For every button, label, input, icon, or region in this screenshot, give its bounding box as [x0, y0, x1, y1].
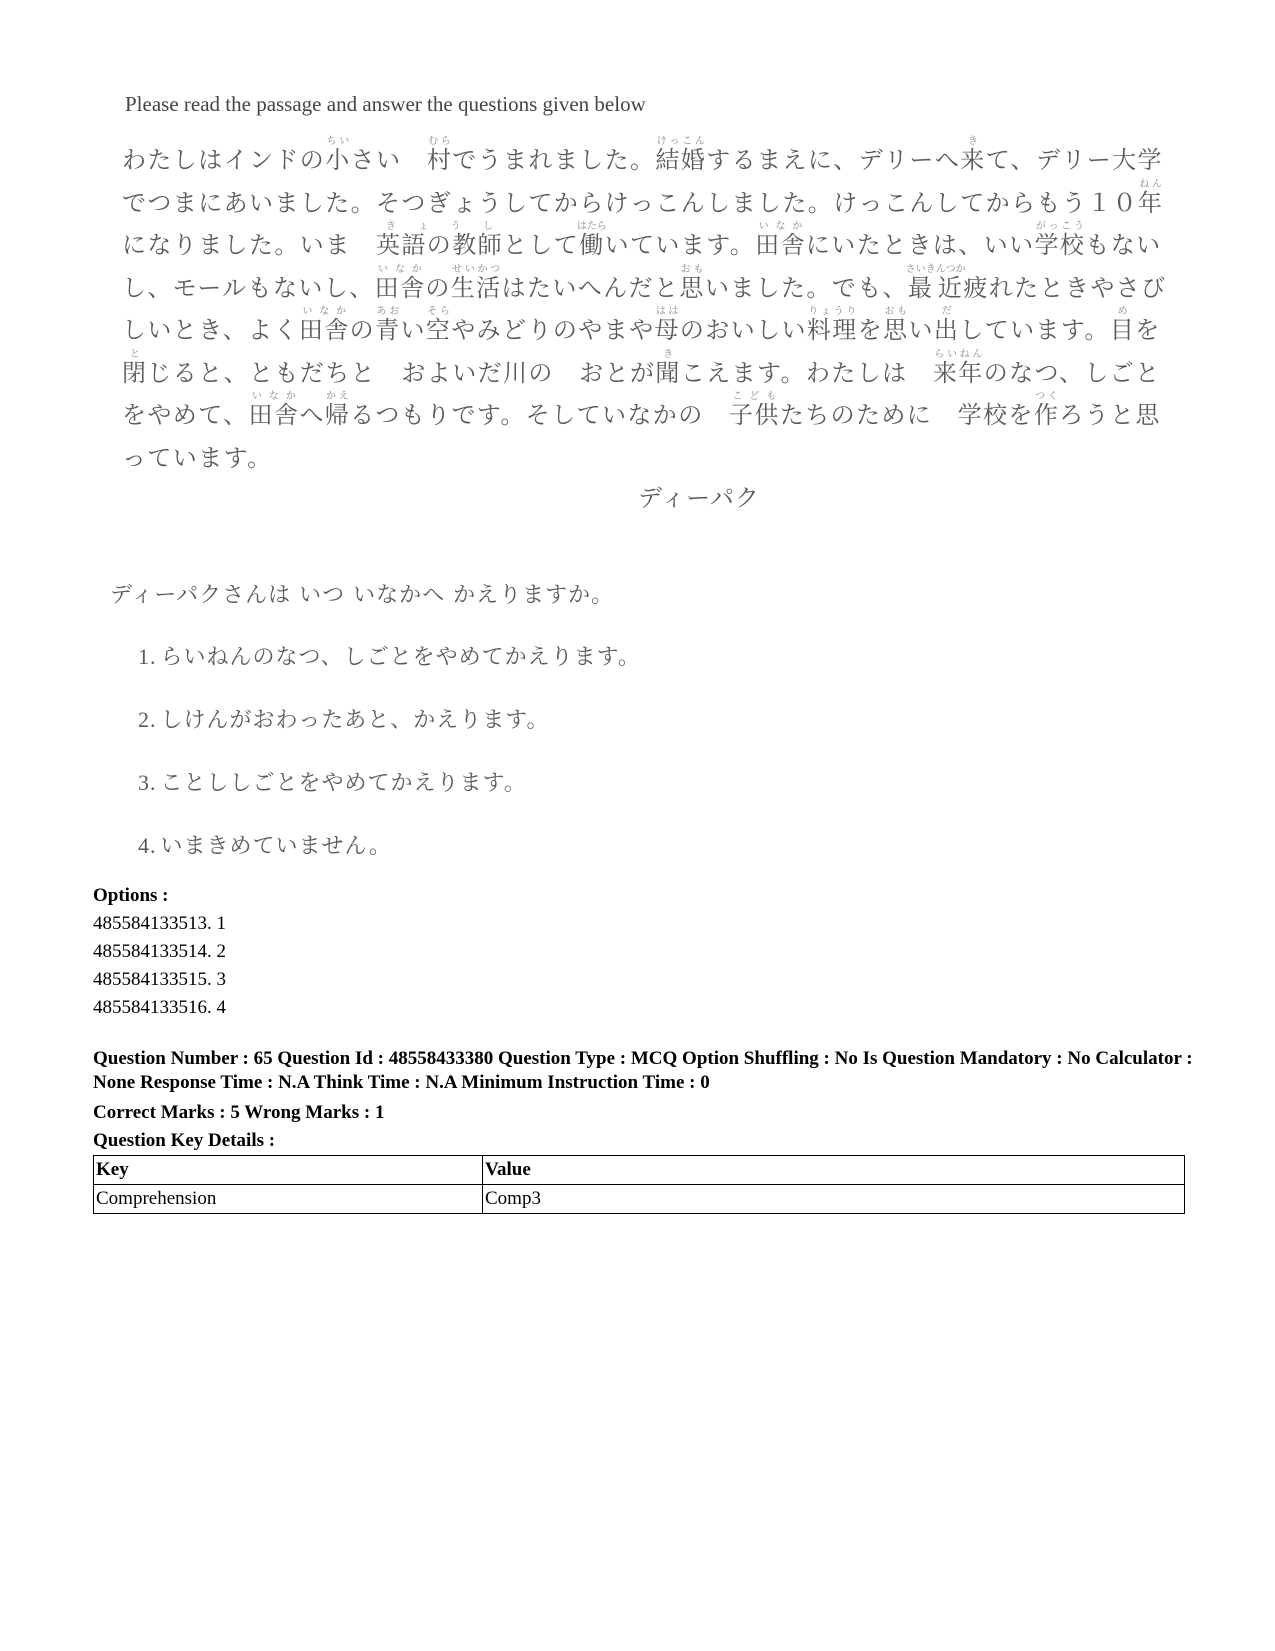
- option-item: 485584133516. 4: [93, 997, 226, 1018]
- furigana: き: [655, 348, 681, 360]
- passage-segment: もないし、モールもないし、: [122, 231, 1162, 302]
- ruby-word: 空そら: [425, 306, 452, 344]
- table-row: [94, 1185, 1185, 1214]
- ruby-word: 田舎いなか: [298, 306, 350, 344]
- ruby-word: 田舎いなか: [374, 263, 426, 302]
- table-cell-value: Comp3: [483, 1185, 1185, 1214]
- choice-item: 2. しけんがおわったあと、かえります。: [138, 707, 550, 733]
- table-header-value: Value: [483, 1156, 1185, 1185]
- passage-segment: たちのために 学校を: [779, 401, 1034, 429]
- option-item: 485584133513. 1: [93, 913, 226, 934]
- furigana: こども: [729, 391, 780, 402]
- option-item: 485584133514. 2: [93, 941, 226, 962]
- furigana: ねん: [1138, 178, 1164, 190]
- ruby-word: 生活せいかつ: [450, 263, 502, 302]
- passage-segment: い: [400, 316, 426, 344]
- furigana: そら: [425, 306, 452, 317]
- ruby-word: 英語の教師きょうし: [376, 221, 503, 259]
- furigana: あお: [375, 306, 401, 317]
- choice-item: 1. らいねんのなつ、しごとをやめてかえります。: [138, 644, 641, 670]
- passage-segment: の: [349, 316, 376, 344]
- passage-segment: わたしはインドの: [122, 146, 326, 174]
- passage-segment: て、デリー大学でつまにあいました。そつぎょうしてからけっこんしました。けっこんしてからもう１０: [122, 146, 1163, 217]
- furigana: さいきんつか: [905, 263, 966, 275]
- ruby-word: 作つく: [1033, 391, 1060, 429]
- furigana: きょうし: [376, 221, 503, 232]
- key-details-title: Question Key Details :: [93, 1130, 276, 1151]
- passage-segment: として: [503, 231, 580, 259]
- passage-segment: にいたときは、いい: [805, 231, 1035, 259]
- furigana: いなか: [248, 391, 300, 402]
- choice-item: 3. ことししごとをやめてかえります。: [138, 770, 527, 796]
- ruby-word: 子供こども: [729, 391, 780, 429]
- passage-segment: になりました。いま: [122, 231, 376, 259]
- ruby-word: 最近さいきんつか: [905, 263, 966, 302]
- furigana: けっこん: [655, 136, 707, 147]
- furigana: がっこう: [1034, 221, 1086, 232]
- options-list: [93, 910, 1193, 1022]
- furigana: つく: [1033, 391, 1060, 402]
- question-document: [93, 882, 1193, 1214]
- furigana: いなか: [755, 221, 806, 232]
- ruby-word: 来年らいねん: [932, 348, 984, 387]
- passage-segment: の: [425, 273, 451, 302]
- ruby-word: 学校がっこう: [1034, 221, 1086, 259]
- ruby-word: 結婚けっこん: [655, 136, 707, 174]
- passage-segment: のなつ、しごとをやめて、: [122, 358, 1161, 429]
- passage-segment: するまえに、デリーへ: [706, 146, 961, 174]
- furigana: だ: [933, 306, 960, 317]
- furigana: と: [122, 348, 148, 360]
- ruby-word: 思おも: [679, 263, 705, 302]
- passage-segment: さい: [350, 146, 427, 174]
- ruby-word: 帰かえ: [324, 391, 351, 429]
- furigana: はたら: [576, 221, 607, 232]
- ruby-word: 来き: [960, 136, 986, 174]
- ruby-word: 田舎いなか: [248, 391, 300, 429]
- ruby-word: 聞き: [655, 348, 681, 387]
- table-header-row: [94, 1156, 1185, 1185]
- passage-instruction: Please read the passage and answer the questions given below: [125, 92, 646, 116]
- ruby-word: 年ねん: [1138, 178, 1164, 217]
- furigana: はは: [654, 306, 680, 317]
- ruby-word: 出だ: [933, 306, 960, 344]
- table-header-key: Key: [94, 1156, 483, 1185]
- furigana: むら: [426, 136, 453, 147]
- ruby-word: 思おも: [883, 306, 909, 344]
- furigana: め: [1109, 306, 1136, 317]
- table-cell-key: Comprehension: [94, 1185, 483, 1214]
- ruby-word: 働はたら: [576, 221, 607, 259]
- option-item: 485584133515. 3: [93, 969, 226, 990]
- passage-segment: へ: [299, 401, 325, 429]
- ruby-word: 村むら: [426, 136, 453, 174]
- furigana: せいかつ: [450, 263, 502, 275]
- passage-segment: を: [857, 316, 884, 344]
- furigana: おも: [883, 306, 909, 317]
- passage-segment: ろうと思っています。: [122, 401, 1161, 472]
- furigana: き: [960, 136, 986, 147]
- ruby-word: 目め: [1109, 306, 1136, 344]
- furigana: いなか: [374, 263, 426, 275]
- ruby-word: 小ちい: [325, 136, 351, 174]
- ruby-word: 料理りょうり: [806, 306, 858, 344]
- furigana: おも: [679, 263, 705, 275]
- furigana: ちい: [325, 136, 351, 147]
- passage-segment: い: [908, 316, 934, 344]
- question-meta: Question Number : 65 Question Id : 48558433380 Question Type : MCQ Option Shuffling : No Is Question Mandatory : No Calculator : None Response Time : N.A Think Time : N.A Minimum Instruction Time : 0: [93, 1048, 1193, 1093]
- ruby-word: 田舎いなか: [755, 221, 806, 259]
- ruby-word: 閉と: [122, 348, 148, 387]
- furigana: いなか: [298, 306, 350, 317]
- passage-segment: でうまれました。: [452, 146, 656, 174]
- passage-segment: やみどりのやまや: [451, 316, 655, 344]
- passage-segment: を: [1135, 316, 1161, 344]
- passage-segment: こえます。わたしは: [680, 358, 933, 387]
- passage-text: [122, 136, 1172, 479]
- ruby-word: 青あお: [375, 306, 401, 344]
- key-details-table: [93, 1155, 1185, 1214]
- passage-segment: じると、ともだちと およいだ川の おとが: [147, 358, 656, 387]
- ruby-word: 母はは: [654, 306, 680, 344]
- choice-item: 4. いまきめていません。: [138, 833, 392, 859]
- passage-author: ディーパク: [638, 484, 760, 512]
- furigana: らいねん: [932, 348, 984, 360]
- passage-segment: しています。: [959, 316, 1110, 344]
- question-marks: Correct Marks : 5 Wrong Marks : 1: [93, 1102, 385, 1123]
- passage-segment: はたいへんだと: [501, 273, 680, 302]
- options-title: Options :: [93, 885, 169, 906]
- passage-segment: るつもりです。そしていなかの: [350, 401, 729, 429]
- comprehension-question: ディーパクさんは いつ いなかへ かえりますか。: [110, 583, 615, 608]
- passage-segment: 疲れたときやさびしいとき、よく: [122, 273, 1167, 344]
- comprehension-choices: [138, 640, 641, 892]
- passage-segment: いています。: [604, 231, 756, 259]
- furigana: りょうり: [806, 306, 858, 317]
- passage-segment: いました。でも、: [704, 273, 909, 302]
- furigana: かえ: [324, 391, 351, 402]
- passage-segment: のおいしい: [679, 316, 807, 344]
